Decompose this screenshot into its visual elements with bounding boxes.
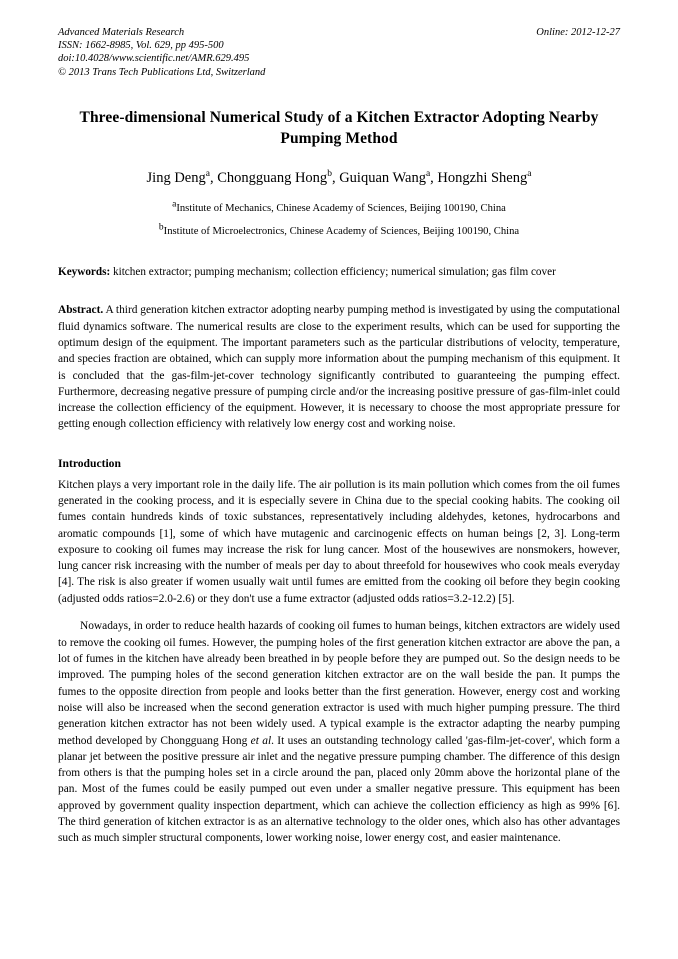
introduction-heading: Introduction <box>58 456 121 470</box>
doi-line: doi:10.4028/www.scientific.net/AMR.629.495 <box>58 53 250 65</box>
affiliation-1-text: Institute of Mechanics, Chinese Academy of Sciences, Beijing 100190, China <box>176 202 506 214</box>
copyright-line: © 2013 Trans Tech Publications Ltd, Switzerland <box>58 66 266 78</box>
page-header <box>58 26 620 79</box>
keywords-text: kitchen extractor; pumping mechanism; collection efficiency; numerical simulation; gas film cover <box>110 265 556 278</box>
abstract-text: A third generation kitchen extractor adopting nearby pumping method is investigated by using the computational fluid dynamics software. The numerical results are close to the experiment results, which can be used for supporting the optimum design of the equipment. The important parameters such as the particular distributions of velocity, temperature, and species fraction are obtained, which can supply more information about the pumping mechanism of this equipment. It is concluded that the gas-film-jet-cover technology significantly contributed to guaranteeing the pumping effect. Furthermore, decreasing negative pressure of pumping circle and/or the increasing positive pressure of gas-film-inlet could increase the collection efficiency of the equipment. However, it is necessary to choose the most appropriate pressure for getting enough collection efficiency with relatively low energy cost and working noise. <box>58 304 620 431</box>
page-title: Three-dimensional Numerical Study of a Kitchen Extractor Adopting Nearby Pumping Method <box>79 108 599 147</box>
affiliation-2 <box>58 224 620 239</box>
author-list: Jing Deng$^a$, Chongguang Hong$^b$, Guiquan Wang$^a$, Hongzhi Sheng$^a$ <box>146 168 532 186</box>
keywords-block <box>58 265 620 281</box>
abstract-label: Abstract. <box>58 304 104 317</box>
affiliation-mark-b: b <box>158 222 164 233</box>
intro-paragraph-2-part2: . It uses an outstanding technology called 'gas-film-jet-cover', which form a planar jet between the positive pressure air inlet and the negative pressure pumping chamber. The difference of this design from others is that the pumping holes set in a circle around the pan, placed only 20mm above the horizontal plane of the pan. Most of the fumes could be easily pumped out even under a smaller negative pressure. This equipment has been approved by government quality inspection department, which can achieve the collection efficiency as high as 99% [6]. The third generation of kitchen extractor is as an alternative technology to the older ones, which also has other advantages such as much simpler structural components, lower working noise, lower energy cost, and easier maintenance. <box>58 734 620 845</box>
keywords-label: Keywords: <box>58 265 111 278</box>
intro-paragraph-2 <box>58 618 620 846</box>
issn-line: ISSN: 1662-8985, Vol. 629, pp 495-500 <box>58 40 224 52</box>
intro-paragraph-1: Kitchen plays a very important role in the daily life. The air pollution is its main pollution which comes from the oil fumes generated in the cooking process, and it is especially severe in China due to the special cooking habits. The cooking oil fumes contain hundreds kinds of toxic substances, representatively including aldehydes, ketones, hydrocarbons and aromatic compounds [1], some of which have mutagenic and carcinogenic effects on human beings [2, 3]. Long-term exposure to cooking oil fumes may increase the risk for lung cancer. Most of the housewives are nonsmokers, however, lung cancer risk increasing with the number of meals per day to about threefold for housewives who cook meals everyday [4]. The risk is also greater if women usually wait until fumes are emitted from the cooking oil before they begin cooking (adjusted odds ratios=2.0-2.6) or they don't use a fume extractor (adjusted odds ratios=3.2-12.2) [5]. <box>58 478 620 605</box>
intro-paragraph-2-part1: Nowadays, in order to reduce health hazards of cooking oil fumes to human beings, kitchen extractors are widely used to remove the cooking oil fumes. However, the pumping holes of the first generation kitchen extractor are above the pan, a lot of fumes in the kitchen have already been breathed in by people before they are pumped out. So the design needs to be improved. The pumping holes of the second generation kitchen extractor are on the wall beside the pan. It pumps the fumes to the opposite direction from people and looks better than the first generation. However, energy cost and working noise will also be increased when the second generation extractor is used with much higher pumping pressure. The third generation kitchen extractor has not been widely used. A typical example is the extractor adapting the nearby pumping method developed by Chongguang Hong <box>58 620 620 747</box>
intro-paragraph-2-italic: et al <box>250 734 272 747</box>
online-date: Online: 2012-12-27 <box>536 27 620 38</box>
affiliation-1 <box>58 201 620 216</box>
affiliation-mark-a: a <box>172 199 177 210</box>
journal-name: Advanced Materials Research <box>58 27 185 38</box>
affiliation-2-text: Institute of Microelectronics, Chinese Academy of Sciences, Beijing 100190, China <box>163 225 520 237</box>
abstract-block <box>58 302 620 432</box>
